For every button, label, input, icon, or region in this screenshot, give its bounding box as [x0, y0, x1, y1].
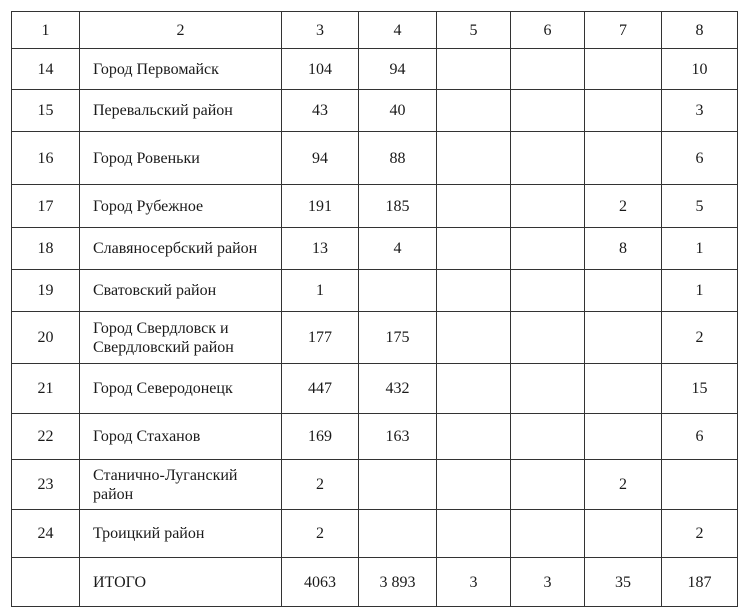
table-cell — [511, 132, 585, 185]
district-name: Город Рубежное — [80, 185, 282, 228]
district-name: Город Первомайск — [80, 49, 282, 90]
table-cell — [359, 510, 437, 558]
table-cell: 177 — [282, 312, 359, 364]
table-cell — [511, 90, 585, 132]
table-cell: 15 — [662, 364, 738, 414]
table-row — [12, 414, 738, 460]
table-cell: 10 — [662, 49, 738, 90]
table-cell: 4 — [359, 228, 437, 270]
table-cell — [585, 270, 662, 312]
district-name: Славяносербский район — [80, 228, 282, 270]
district-name: Троицкий район — [80, 510, 282, 558]
table-cell — [437, 460, 511, 510]
table-cell: 13 — [282, 228, 359, 270]
district-name: Сватовский район — [80, 270, 282, 312]
district-name: Город Стаханов — [80, 414, 282, 460]
district-name: Город Северодонецк — [80, 364, 282, 414]
table-row — [12, 228, 738, 270]
table-cell: 175 — [359, 312, 437, 364]
table-cell: 1 — [662, 270, 738, 312]
table-cell: 94 — [282, 132, 359, 185]
table-cell: 6 — [662, 132, 738, 185]
table-cell: 88 — [359, 132, 437, 185]
table-cell: 169 — [282, 414, 359, 460]
table-cell — [437, 132, 511, 185]
district-name: Город Ровеньки — [80, 132, 282, 185]
table-cell: 94 — [359, 49, 437, 90]
district-name: Станично-Луганский район — [80, 460, 282, 510]
table-cell — [437, 49, 511, 90]
table-cell: 163 — [359, 414, 437, 460]
table-row — [12, 132, 738, 185]
table-cell — [585, 312, 662, 364]
table-cell: 6 — [662, 414, 738, 460]
header-cell: 2 — [80, 12, 282, 49]
table-cell — [511, 270, 585, 312]
row-number: 16 — [12, 132, 80, 185]
table-cell — [585, 132, 662, 185]
table-cell — [511, 228, 585, 270]
header-cell: 4 — [359, 12, 437, 49]
table-row — [12, 185, 738, 228]
row-number: 23 — [12, 460, 80, 510]
table-cell: 5 — [662, 185, 738, 228]
row-number: 14 — [12, 49, 80, 90]
row-number: 15 — [12, 90, 80, 132]
table-cell — [585, 364, 662, 414]
table-cell — [585, 90, 662, 132]
table-cell: 43 — [282, 90, 359, 132]
row-number: 20 — [12, 312, 80, 364]
table-cell — [359, 460, 437, 510]
table-cell — [437, 510, 511, 558]
table-cell — [511, 312, 585, 364]
header-cell: 7 — [585, 12, 662, 49]
table-cell — [511, 460, 585, 510]
table-cell — [437, 270, 511, 312]
header-cell: 6 — [511, 12, 585, 49]
table-cell: 2 — [585, 460, 662, 510]
table-row — [12, 364, 738, 414]
table-row — [12, 90, 738, 132]
table-cell — [585, 414, 662, 460]
table-row — [12, 312, 738, 364]
table-cell — [511, 49, 585, 90]
table-cell: 104 — [282, 49, 359, 90]
table-row — [12, 49, 738, 90]
table-cell: 191 — [282, 185, 359, 228]
table-cell: 2 — [282, 510, 359, 558]
table-row — [12, 510, 738, 558]
header-cell: 5 — [437, 12, 511, 49]
row-number — [12, 558, 80, 607]
table-cell — [511, 185, 585, 228]
table-cell — [662, 460, 738, 510]
table-cell: 40 — [359, 90, 437, 132]
total-cell: 3 — [511, 558, 585, 607]
header-cell: 8 — [662, 12, 738, 49]
row-number: 17 — [12, 185, 80, 228]
table-cell — [437, 312, 511, 364]
table-cell — [511, 510, 585, 558]
table-cell — [437, 228, 511, 270]
table-cell: 447 — [282, 364, 359, 414]
table-cell: 1 — [662, 228, 738, 270]
table-cell: 2 — [585, 185, 662, 228]
row-number: 22 — [12, 414, 80, 460]
table-cell: 2 — [662, 510, 738, 558]
table-row — [12, 460, 738, 510]
header-row — [12, 12, 738, 49]
district-name: Город Свердловск и Свердловский район — [80, 312, 282, 364]
total-cell: 3 893 — [359, 558, 437, 607]
header-cell: 1 — [12, 12, 80, 49]
table-cell: 185 — [359, 185, 437, 228]
table-row — [12, 270, 738, 312]
row-number: 24 — [12, 510, 80, 558]
table-cell — [437, 90, 511, 132]
table-cell: 3 — [662, 90, 738, 132]
total-cell: 35 — [585, 558, 662, 607]
total-label: ИТОГО — [80, 558, 282, 607]
table-cell — [511, 364, 585, 414]
table-cell — [585, 510, 662, 558]
table-cell: 1 — [282, 270, 359, 312]
table-cell — [437, 414, 511, 460]
total-cell: 4063 — [282, 558, 359, 607]
table-cell: 8 — [585, 228, 662, 270]
table-cell — [359, 270, 437, 312]
total-cell: 3 — [437, 558, 511, 607]
row-number: 18 — [12, 228, 80, 270]
table-cell: 432 — [359, 364, 437, 414]
table-cell: 2 — [282, 460, 359, 510]
header-cell: 3 — [282, 12, 359, 49]
total-row — [12, 558, 738, 607]
total-cell: 187 — [662, 558, 738, 607]
row-number: 19 — [12, 270, 80, 312]
table-cell — [437, 185, 511, 228]
table-cell — [437, 364, 511, 414]
table-cell: 2 — [662, 312, 738, 364]
district-name: Перевальский район — [80, 90, 282, 132]
statistics-table — [11, 11, 738, 607]
row-number: 21 — [12, 364, 80, 414]
table-cell — [511, 414, 585, 460]
table-cell — [585, 49, 662, 90]
